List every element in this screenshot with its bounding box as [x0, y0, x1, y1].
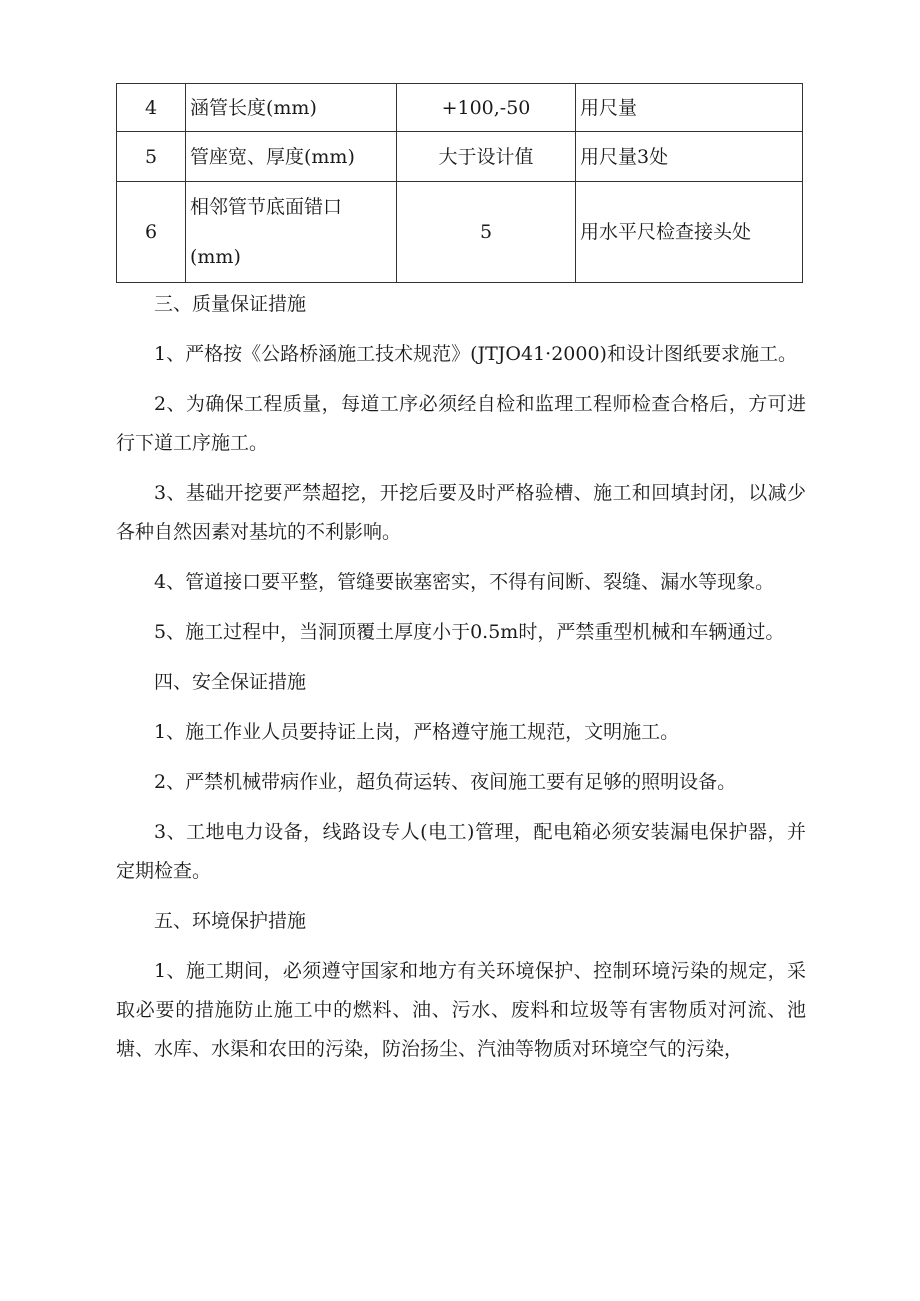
check-method: 用尺量: [576, 84, 803, 132]
paragraph: 5、施工过程中，当洞顶覆土厚度小于0.5m时，严禁重型机械和车辆通过。: [154, 621, 785, 643]
table-row: [117, 132, 803, 182]
paragraph: 1、施工作业人员要持证上岗，严格遵守施工规范，文明施工。: [154, 721, 680, 743]
paragraph: 4、管道接口要平整，管缝要嵌塞密实，不得有间断、裂缝、漏水等现象。: [154, 571, 775, 593]
row-number: 6: [117, 182, 186, 283]
section-heading-environment: 五、环境保护措施: [154, 910, 307, 932]
paragraph: 1、严格按《公路桥涵施工技术规范》(JTJO41·2000)和设计图纸要求施工。: [154, 343, 797, 365]
paragraph: 3、基础开挖要严禁超挖，开挖后要及时严格验槽、施工和回填封闭，以减少各种自然因素对基坑的不利影响。: [116, 482, 806, 543]
section-heading-safety: 四、安全保证措施: [154, 671, 307, 693]
paragraph: 3、工地电力设备，线路设专人(电工)管理，配电箱必须安装漏电保护器，并定期检查。: [116, 821, 806, 882]
check-item: 相邻管节底面错口(mm): [186, 182, 397, 283]
paragraph: 1、施工期间，必须遵守国家和地方有关环境保护、控制环境污染的规定，采取必要的措施防止施工中的燃料、油、污水、废料和垃圾等有害物质对河流、池塘、水库、水渠和农田的污染，防治扬尘、汽油等物质对环境空气的污染，: [116, 960, 806, 1060]
tolerance-value: +100,-50: [397, 84, 576, 132]
check-method: 用水平尺检查接头处: [576, 182, 803, 283]
check-method: 用尺量3处: [576, 132, 803, 182]
tolerance-value: 5: [397, 182, 576, 283]
inspection-table: [116, 83, 803, 283]
check-item: 管座宽、厚度(mm): [186, 132, 397, 182]
paragraph: 2、严禁机械带病作业，超负荷运转、夜间施工要有足够的照明设备。: [154, 771, 737, 793]
paragraph: 2、为确保工程质量，每道工序必须经自检和监理工程师检查合格后，方可进行下道工序施工。: [116, 393, 806, 454]
section-heading-quality: 三、质量保证措施: [154, 293, 307, 315]
document-body: [116, 285, 806, 1080]
check-item: 涵管长度(mm): [186, 84, 397, 132]
table-row: [117, 84, 803, 132]
tolerance-value: 大于设计值: [397, 132, 576, 182]
row-number: 5: [117, 132, 186, 182]
table-row: [117, 182, 803, 283]
row-number: 4: [117, 84, 186, 132]
